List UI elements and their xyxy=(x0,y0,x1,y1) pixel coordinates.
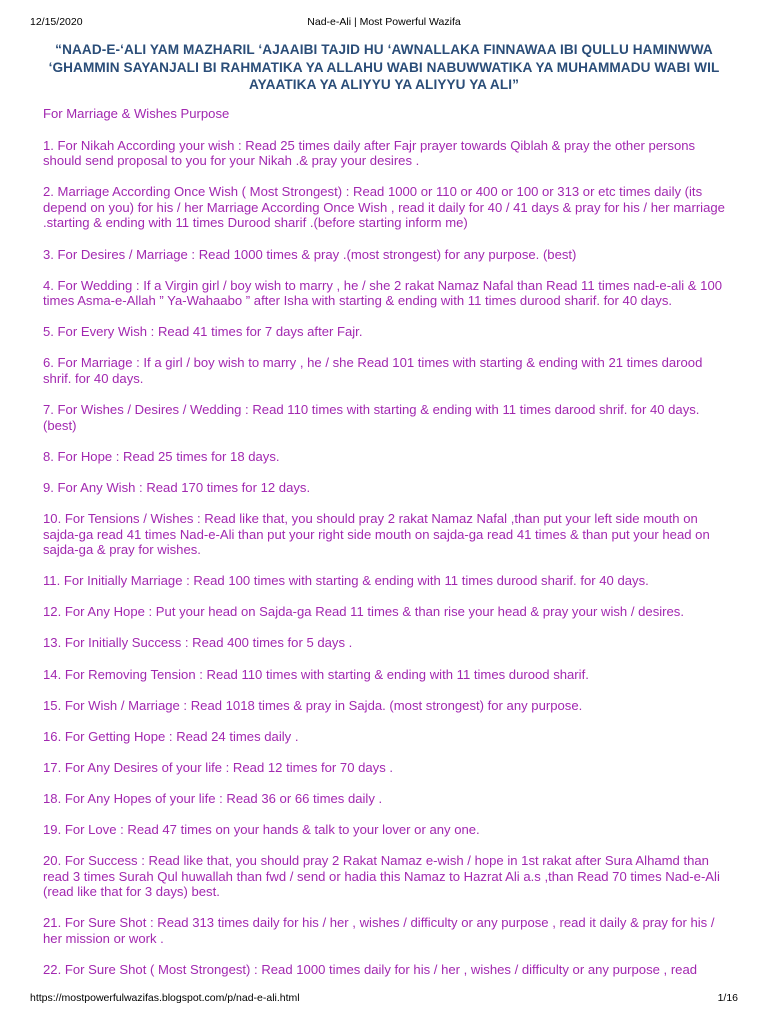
wazifa-item-6: 6. For Marriage : If a girl / boy wish to marry , he / she Read 101 times with starting & ending with 21 times darood shrif. for 40 days. xyxy=(43,355,703,387)
page-number: 1/16 xyxy=(717,992,738,1004)
wazifa-item-8: 8. For Hope : Read 25 times for 18 days. xyxy=(43,448,280,464)
wazifa-item-5: 5. For Every Wish : Read 41 times for 7 days after Fajr. xyxy=(43,324,363,340)
wazifa-item-18: 18. For Any Hopes of your life : Read 36 or 66 times daily . xyxy=(43,790,383,806)
print-date: 12/15/2020 xyxy=(30,16,83,28)
wazifa-item-14: 14. For Removing Tension : Read 110 times with starting & ending with 11 times durood sharif. xyxy=(43,666,589,682)
wazifa-item-12: 12. For Any Hope : Put your head on Sajda-ga Read 11 times & than rise your head & pray your wish / desires. xyxy=(43,604,684,620)
wazifa-item-22: 22. For Sure Shot ( Most Strongest) : Read 1000 times daily for his / her , wishes / difficulty or any purpose , read xyxy=(43,962,698,978)
wazifa-item-10: 10. For Tensions / Wishes : Read like that, you should pray 2 rakat Namaz Nafal ,than put your left side mouth on sajda-ga read 41 times Nad-e-Ali than put your right side mouth on sajda-ga read 41 times & than put your head on sajda-ga & pray for wishes. xyxy=(43,511,710,558)
wazifa-item-11: 11. For Initially Marriage : Read 100 times with starting & ending with 11 times durood sharif. for 40 days. xyxy=(43,573,649,589)
page-title: Nad-e-Ali | Most Powerful Wazifa xyxy=(307,16,461,28)
wazifa-item-4: 4. For Wedding : If a Virgin girl / boy wish to marry , he / she 2 rakat Namaz Nafal than Read 11 times nad-e-ali & 100 times Asma-e-Allah ” Ya-Wahaabo ” after Isha with starting & ending with 11 times durood sharif. for 40 days. xyxy=(43,277,723,309)
page-footer xyxy=(30,992,738,1006)
wazifa-item-3: 3. For Desires / Marriage : Read 1000 times & pray .(most strongest) for any purpose. (best) xyxy=(43,246,577,262)
section-subheading: For Marriage & Wishes Purpose xyxy=(43,106,230,121)
wazifa-item-7: 7. For Wishes / Desires / Wedding : Read 110 times with starting & ending with 11 times darood shrif. for 40 days. (best) xyxy=(43,402,700,433)
arabic-transliteration-heading: “NAAD-E-‘ALI YAM MAZHARIL ‘AJAAIBI TAJID HU ‘AWNALLAKA FINNAWAA IBI QULLU HAMINWWA ‘GHAMMIN SAYANJALI BI RAHMATIKA YA ALLAHU WABI NABUWWATIKA YA MUHAMMADU WABI WIL AYAATIKA YA ALIYYU YA ALIYYU YA ALI” xyxy=(48,42,720,92)
wazifa-item-20: 20. For Success : Read like that, you should pray 2 Rakat Namaz e-wish / hope in 1st rakat after Sura Alhamd than read 3 times Surah Qul huwallah than fwd / send or hadia this Namaz to Hazrat Ali a.s ,than Read 70 times Nad-e-Ali (read like that for 3 days) best. xyxy=(43,853,720,900)
wazifa-item-16: 16. For Getting Hope : Read 24 times daily . xyxy=(43,728,299,744)
article-body xyxy=(43,106,733,993)
wazifa-item-19: 19. For Love : Read 47 times on your hands & talk to your lover or any one. xyxy=(43,822,480,838)
source-url: https://mostpowerfulwazifas.blogspot.com/p/nad-e-ali.html xyxy=(30,992,300,1004)
wazifa-item-9: 9. For Any Wish : Read 170 times for 12 days. xyxy=(43,479,311,495)
wazifa-item-21: 21. For Sure Shot : Read 313 times daily for his / her , wishes / difficulty or any purpose , read it daily & pray for his / her mission or work . xyxy=(43,915,715,946)
wazifa-item-1: 1. For Nikah According your wish : Read 25 times daily after Fajr prayer towards Qiblah & pray the other persons should send proposal to you for your Nikah .& pray your desires . xyxy=(43,137,696,169)
wazifa-item-13: 13. For Initially Success : Read 400 times for 5 days . xyxy=(43,635,353,651)
wazifa-item-17: 17. For Any Desires of your life : Read 12 times for 70 days . xyxy=(43,759,394,775)
wazifa-item-2: 2. Marriage According Once Wish ( Most Strongest) : Read 1000 or 110 or 400 or 100 or 313 or etc times daily (its depend on you) for his / her Marriage According Once Wish , read it daily for 40 / 41 days & pray for his / her marriage .starting & ending with 11 times Durood sharif .(before starting inform me) xyxy=(43,184,725,231)
wazifa-item-15: 15. For Wish / Marriage : Read 1018 times & pray in Sajda. (most strongest) for any purpose. xyxy=(43,697,583,713)
page-header xyxy=(30,16,738,30)
